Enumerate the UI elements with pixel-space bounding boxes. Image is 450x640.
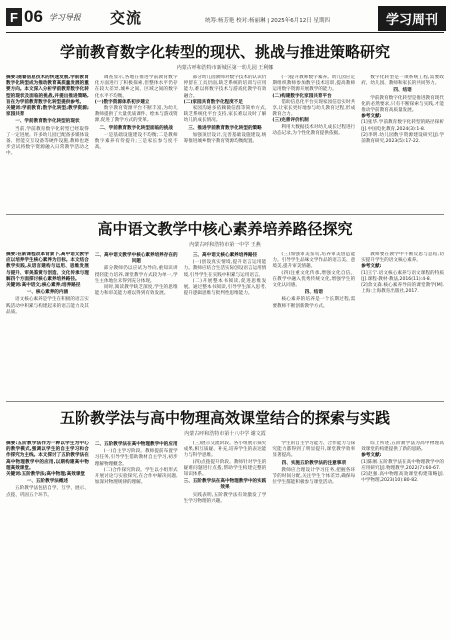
references-heading: 参考文献: (361, 264, 382, 270)
paragraph: 核心素养的培养是一个长期过程,需要教师不断创新教学方式。 (272, 297, 356, 309)
paragraph: 部分教师仍以应试为导向,重知识讲授轻能力培养,课堂教学方式较为单一,学生主体地位未得到充分体现。 (94, 266, 178, 284)
section-heading: 三、推进学前教育数字化转型的策略 (188, 125, 262, 131)
section-heading: 四、结语 (304, 290, 323, 296)
article-title: 高中语文教学中核心素养培养路径探究 (97, 220, 353, 238)
article-column (272, 75, 355, 220)
keywords: 关键词:五阶教学法;高中物理;高效课堂 (6, 472, 86, 478)
section-heading: 二、高中语文教学中核心素养培养存在的问题 (94, 253, 178, 265)
paragraph: 利用大数据技术对幼儿成长过程进行动态记录,为个性化教育提供依据。 (272, 124, 356, 136)
article-column (184, 441, 267, 640)
article-column (184, 75, 267, 220)
paragraph: (三)加强审美鉴赏,培养审美创造能力。引导学生品味文学作品的语言美、意境美,提升审美情趣。 (272, 252, 356, 270)
section-heading: 二、学前教育数字化转型面临的挑战 (99, 125, 173, 131)
paper-name: 学习导报 (48, 12, 81, 22)
paragraph: (二)开展整本书阅读,促进思维发展。通过整本书阅读,引导学生深入思考,提升逻辑思维与批判性思维能力。 (183, 278, 267, 297)
article-column (272, 252, 355, 407)
article-column (361, 75, 444, 220)
paragraph: 当前,学前教育数字化转型已经取得了一定进展。许多幼儿园已配备多媒体设备、智能交互设备等硬件设施,教师也逐步尝试将数字资源融入日常教学活动之中。 (6, 126, 89, 157)
paragraph: 数字化转型是一项系统工程,需要政府、幼儿园、教师和家长的共同努力。 (361, 75, 444, 87)
keywords: 关键词:高中语文;核心素养;培养路径 (6, 283, 81, 289)
section-heading: 一、五阶教学法概述 (26, 479, 69, 485)
paragraph: (一)自主学习阶段。教师提前布置学习任务,引导学生借助教材自主学习,初步理解物理概念。 (94, 449, 178, 467)
article-column (6, 252, 89, 407)
article-author: 内蒙古呼和浩特市第十八中学 谢文霞 (184, 431, 266, 437)
section-heading: (二)家园共育数字化程度不足 (183, 99, 243, 105)
article-column (95, 441, 178, 640)
references-heading: 参考文献: (361, 453, 382, 459)
article-column (184, 252, 267, 407)
references-heading: 参考文献: (361, 114, 382, 120)
paragraph: 学前教育数字化转型是推进教育现代化的必然要求,只有不断探索与实践,才能推动学前教育高质量发展。 (361, 95, 444, 114)
section-heading: 二、五阶教学法在高中物理教学中的应用 (94, 442, 178, 447)
paragraph: 家园沟通多依赖微信群等简单方式,缺乏系统化平台支持,家长难以及时了解幼儿的成长情况。 (183, 106, 267, 124)
article-title: 学前教育数字化转型的现状、挑战与推进策略研究 (59, 43, 390, 61)
paragraph: 加强顶层设计,完善基础设施建设,统筹推进城乡数字教育资源均衡配置。 (183, 132, 267, 145)
section-heading: (二)构建数字化家园共育平台 (272, 93, 332, 99)
header-info: 统筹:杨芳艳 校对:杨丽琳 | 2025年6月12日 星期四 (205, 18, 331, 24)
section-heading: 三、五阶教学法在高中物理教学中的实践效果 (183, 479, 267, 491)
paragraph: (二)合作探究阶段。学生以小组形式开展讨论与实验探究,在合作中解决问题,加深对物理规律的理解。 (94, 467, 178, 486)
page-letter: F (6, 8, 22, 26)
references: [1]张华.学前教育数字化转型的路径探析[J].中国电化教育,2024(3):1-8. [2]李明.幼儿园数字资源建设研究[J].学前教育研究,2023(5):17-22. (361, 120, 444, 145)
article-columns (6, 252, 444, 407)
article-column (95, 75, 178, 220)
article-title: 五阶教学法与高中物理高效课堂结合的探索与实践 (59, 409, 390, 427)
section-heading: 一、学前教育数字化转型的现状 (15, 119, 80, 125)
article-divider (6, 214, 444, 215)
article-divider (6, 401, 444, 402)
article-column (272, 441, 355, 640)
article-2 (6, 218, 444, 398)
references: [1]王宁.语文核心素养与语文课程的特质[J].课程·教材·教法,2016(11):4-8. [2]余文森.核心素养导向的课堂教学[M].上海:上海教育出版社,2017. (361, 270, 444, 295)
section-heading: 三、高中语文核心素养培养路径 (192, 253, 258, 258)
paragraph: (一)提升教师数字素养。幼儿园应定期组织教师参加数字技术培训,提高教师运用数字资源开展教学的能力。 (272, 75, 356, 93)
paragraph: 学生的自主学习能力、合作能力与探究能力都得到了明显提升,课堂教学效率显著提高。 (272, 441, 356, 459)
paragraph: 同时,阅读教学缺乏深度,学生的思维能力和审美能力难以得到有效发展。 (94, 285, 178, 297)
article-author: 内蒙古呼和浩特市第一中学 王燕 (189, 242, 261, 248)
paragraph: 语文核心素养是学生在积极的语言实践活动中积累与构建起来的语言能力及其品质。 (6, 297, 89, 315)
paragraph: 教师应合理设计学习任务,把握各环节的时间分配,关注学生个体差异,确保每位学生都能积极参与课堂活动。 (272, 467, 356, 486)
article-3 (6, 407, 444, 637)
paragraph: (一)创设真实情境,提升语言运用能力。教师应结合生活实际创设语言运用情境,引导学生在实践中积累与运用语言。 (183, 260, 267, 278)
paragraph: 综上所述,五阶教学法为高中物理高效课堂的构建提供了新的思路。 (361, 441, 444, 453)
references: [1]陈刚.五阶教学法在高中物理教学中的应用研究[J].物理教学,2022(7):60-67. [2]赵强.高中物理高效课堂构建策略[J].中学物理,2023(10):80-82. (361, 459, 444, 484)
paragraph: 部分幼儿园教师对数字技术的认识仍停留在工具层面,缺乏系统的培训与应用能力,难以将数字技术与游戏化教学有效融合。 (183, 75, 267, 99)
paragraph: 数字教育资源平台不断丰富,为幼儿教师提供了大量优质课件、绘本与游戏资源,促进了教学方式的变革。 (94, 106, 178, 124)
article-author: 内蒙古呼和浩特市新城区第一幼儿园 王利娜 (176, 65, 274, 71)
keywords: 关键词:学前教育;数字化转型;教学资源;家园共育 (6, 106, 89, 118)
paragraph: 实践表明,五阶教学法有效激发了学生学习物理的兴趣。 (183, 492, 267, 504)
paragraph: 调查显示,各地在推进学前教育数字化方面进行了积极探索,但整体水平仍存在较大差异,城乡之间、区域之间的数字化水平不均衡。 (94, 75, 178, 99)
page-number: 06 (24, 7, 43, 26)
article-column (95, 252, 178, 407)
section-heading: (三)完善评价机制 (272, 118, 309, 124)
abstract: 摘要:五阶教学法作为一种以学生为中心的教学模式,强调以学生的自主学习和合作探究为主线。本文探讨了五阶教学法在高中物理教学中的应用,以期构建高中物理高效课堂。 (6, 441, 89, 471)
paragraph: 教师要在教学中不断反思与总结,切实提升学生的语文核心素养。 (361, 252, 444, 264)
section-heading: (一)数字资源体系初步建立 (94, 99, 150, 105)
header-rule (6, 32, 444, 33)
paragraph: (四)点拨提升阶段。教师针对学生的疑难问题进行点拨,帮助学生构建完整的知识体系。 (183, 459, 267, 478)
publication-title: 学习周刊 (378, 6, 446, 31)
page-header (0, 0, 450, 40)
article-column (361, 252, 444, 407)
paragraph: 借助信息化平台实现家园信息实时共享,让家长更好地参与幼儿教育过程,形成教育合力。 (272, 99, 356, 118)
abstract: 摘要:随着信息技术的快速发展,学前教育数字化转型成为推动教育高质量发展的重要方向。本文深入分析学前教育数字化转型的现状及面临的挑战,并提出推进策略,旨在为学前教育数字化转型提供参考。 (6, 75, 89, 105)
article-column (6, 75, 89, 220)
section-heading: 一、核心素养的内涵 (26, 290, 69, 296)
article-column (6, 441, 89, 640)
section-heading: 四、结语 (393, 88, 412, 94)
article-column (361, 441, 444, 640)
article-columns (6, 441, 444, 640)
paragraph: (三)展示交流阶段。各小组展示探究成果,相互质疑、补充,培养学生的表达能力与科学思维。 (183, 441, 267, 459)
article-1 (6, 41, 444, 211)
paragraph: 一是基础设施建设不均衡;二是教师数字素养有待提升;三是家长参与度不高。 (94, 132, 178, 151)
abstract: 摘要:在新课程改革背景下,高中语文教学应以培养学生核心素养为目标。本文结合教学实践,从语言建构与运用、思维发展与提升、审美鉴赏与创造、文化传承与理解四个方面探讨核心素养培养路径。 (6, 252, 89, 282)
article-columns (6, 75, 444, 220)
paragraph: (四)注重文化传承,增强文化自信。在教学中融入优秀传统文化,增强学生的文化认同感。 (272, 270, 356, 289)
section-name: 交流 (110, 9, 143, 27)
section-heading: 四、实施五阶教学法的注意事项 (281, 460, 346, 466)
paragraph: 五阶教学法包括自学、互学、展示、点拨、巩固五个环节。 (6, 486, 89, 498)
header-left (6, 7, 81, 27)
